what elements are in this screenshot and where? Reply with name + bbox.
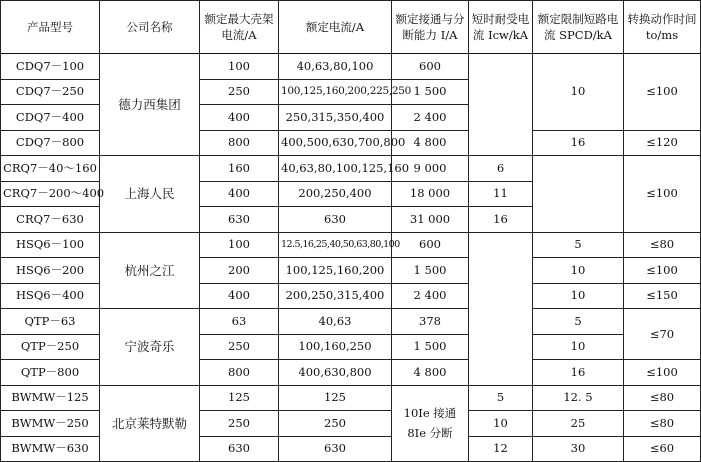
- short-time-cell: 6: [469, 156, 533, 182]
- transfer-time-cell: ≤80: [624, 411, 701, 437]
- short-time-cell: 10: [469, 411, 533, 437]
- spcd-cell: 5: [533, 232, 624, 258]
- transfer-time-cell: ≤100: [624, 360, 701, 386]
- frame-cell: 400: [200, 181, 279, 207]
- header-company: 公司名称: [100, 1, 200, 54]
- company-cell: 德力西集团: [100, 54, 200, 156]
- breaking-cell: 4 800: [392, 360, 469, 386]
- breaking-cell: 9 000: [392, 156, 469, 182]
- rated-cell: 100,125,160,200: [279, 258, 392, 284]
- rated-cell: 100,160,250: [279, 334, 392, 360]
- frame-cell: 400: [200, 105, 279, 131]
- spcd-cell: [533, 156, 624, 233]
- breaking-cell: 2 400: [392, 105, 469, 131]
- short-time-cell: 16: [469, 207, 533, 233]
- spcd-cell: 30: [533, 436, 624, 462]
- breaking-cell: 1 500: [392, 258, 469, 284]
- transfer-time-cell: ≤100: [624, 54, 701, 131]
- model-cell: QTP－250: [1, 334, 100, 360]
- spcd-cell: 10: [533, 334, 624, 360]
- model-cell: CRQ7－200～400: [1, 181, 100, 207]
- breaking-cell: 378: [392, 309, 469, 335]
- header-rated-current: 额定电流/A: [279, 1, 392, 54]
- rated-cell: 250: [279, 411, 392, 437]
- breaking-cell: 2 400: [392, 283, 469, 309]
- frame-cell: 800: [200, 130, 279, 156]
- company-cell: 杭州之江: [100, 232, 200, 309]
- breaking-cell: 31 000: [392, 207, 469, 233]
- short-time-cell: 12: [469, 436, 533, 462]
- rated-cell: 630: [279, 436, 392, 462]
- transfer-time-cell: ≤80: [624, 232, 701, 258]
- company-cell: 北京莱特默勒: [100, 385, 200, 462]
- frame-cell: 800: [200, 360, 279, 386]
- breaking-make-text: 10Ie 接通: [403, 406, 457, 421]
- frame-cell: 630: [200, 207, 279, 233]
- model-cell: CDQ7－100: [1, 54, 100, 80]
- model-cell: HSQ6－100: [1, 232, 100, 258]
- spcd-cell: 12. 5: [533, 385, 624, 411]
- transfer-time-cell: ≤70: [624, 309, 701, 360]
- table-row: [1, 54, 701, 80]
- breaking-cell: [392, 385, 469, 462]
- frame-cell: 250: [200, 79, 279, 105]
- frame-cell: 250: [200, 334, 279, 360]
- frame-cell: 400: [200, 283, 279, 309]
- transfer-time-cell: ≤100: [624, 156, 701, 233]
- frame-cell: 630: [200, 436, 279, 462]
- header-short-time: 短时耐受电流 Icw/kA: [469, 1, 533, 54]
- short-time-cell: [469, 232, 533, 385]
- company-cell: 上海人民: [100, 156, 200, 233]
- transfer-time-cell: ≤100: [624, 258, 701, 284]
- transfer-time-cell: ≤60: [624, 436, 701, 462]
- table-row: [1, 309, 701, 335]
- spcd-cell: 10: [533, 258, 624, 284]
- spcd-cell: 10: [533, 283, 624, 309]
- short-time-cell: 5: [469, 385, 533, 411]
- rated-cell: 12.5,16,25,40,50,63,80,100: [279, 232, 392, 258]
- short-time-cell: [469, 54, 533, 156]
- model-cell: BWMW－630: [1, 436, 100, 462]
- header-frame-current: 额定最大壳架电流/A: [200, 1, 279, 54]
- spcd-cell: 25: [533, 411, 624, 437]
- spcd-cell: 16: [533, 130, 624, 156]
- rated-cell: 630: [279, 207, 392, 233]
- breaking-cell: 600: [392, 54, 469, 80]
- header-spcd: 额定限制短路电流 SPCD/kA: [533, 1, 624, 54]
- rated-cell: 400,500,630,700,800: [279, 130, 392, 156]
- breaking-cell: 4 800: [392, 130, 469, 156]
- rated-cell: 40,63: [279, 309, 392, 335]
- breaking-cell: 18 000: [392, 181, 469, 207]
- header-row: [1, 1, 701, 54]
- rated-cell: 100,125,160,200,225,250: [279, 79, 392, 105]
- model-cell: CDQ7－250: [1, 79, 100, 105]
- breaking-cell: 1 500: [392, 334, 469, 360]
- frame-cell: 63: [200, 309, 279, 335]
- rated-cell: 40,63,80,100: [279, 54, 392, 80]
- company-cell: 宁波奇乐: [100, 309, 200, 386]
- model-cell: CRQ7－40～160: [1, 156, 100, 182]
- rated-cell: 400,630,800: [279, 360, 392, 386]
- model-cell: BWMW－250: [1, 411, 100, 437]
- frame-cell: 160: [200, 156, 279, 182]
- rated-cell: 200,250,315,400: [279, 283, 392, 309]
- rated-cell: 40,63,80,100,125,160: [279, 156, 392, 182]
- spcd-cell: 16: [533, 360, 624, 386]
- short-time-cell: 11: [469, 181, 533, 207]
- rated-cell: 200,250,400: [279, 181, 392, 207]
- model-cell: QTP－800: [1, 360, 100, 386]
- table-row: [1, 232, 701, 258]
- frame-cell: 125: [200, 385, 279, 411]
- frame-cell: 250: [200, 411, 279, 437]
- frame-cell: 100: [200, 54, 279, 80]
- model-cell: CRQ7－630: [1, 207, 100, 233]
- table-row: [1, 385, 701, 411]
- breaking-break-text: 8Ie 分断: [407, 426, 453, 441]
- frame-cell: 100: [200, 232, 279, 258]
- transfer-time-cell: ≤80: [624, 385, 701, 411]
- breaking-cell: 1 500: [392, 79, 469, 105]
- model-cell: CDQ7－800: [1, 130, 100, 156]
- breaking-cell: 600: [392, 232, 469, 258]
- transfer-time-cell: ≤150: [624, 283, 701, 309]
- model-cell: HSQ6－400: [1, 283, 100, 309]
- header-breaking-capacity: 额定接通与分断能力 I/A: [392, 1, 469, 54]
- model-cell: QTP－63: [1, 309, 100, 335]
- frame-cell: 200: [200, 258, 279, 284]
- model-cell: CDQ7－400: [1, 105, 100, 131]
- model-cell: HSQ6－200: [1, 258, 100, 284]
- transfer-time-cell: ≤120: [624, 130, 701, 156]
- rated-cell: 125: [279, 385, 392, 411]
- model-cell: BWMW－125: [1, 385, 100, 411]
- spcd-cell: 10: [533, 54, 624, 131]
- table-row: [1, 156, 701, 182]
- spcd-cell: 5: [533, 309, 624, 335]
- header-model: 产品型号: [1, 1, 100, 54]
- rated-cell: 250,315,350,400: [279, 105, 392, 131]
- header-transfer-time: 转换动作时间 to/ms: [624, 1, 701, 54]
